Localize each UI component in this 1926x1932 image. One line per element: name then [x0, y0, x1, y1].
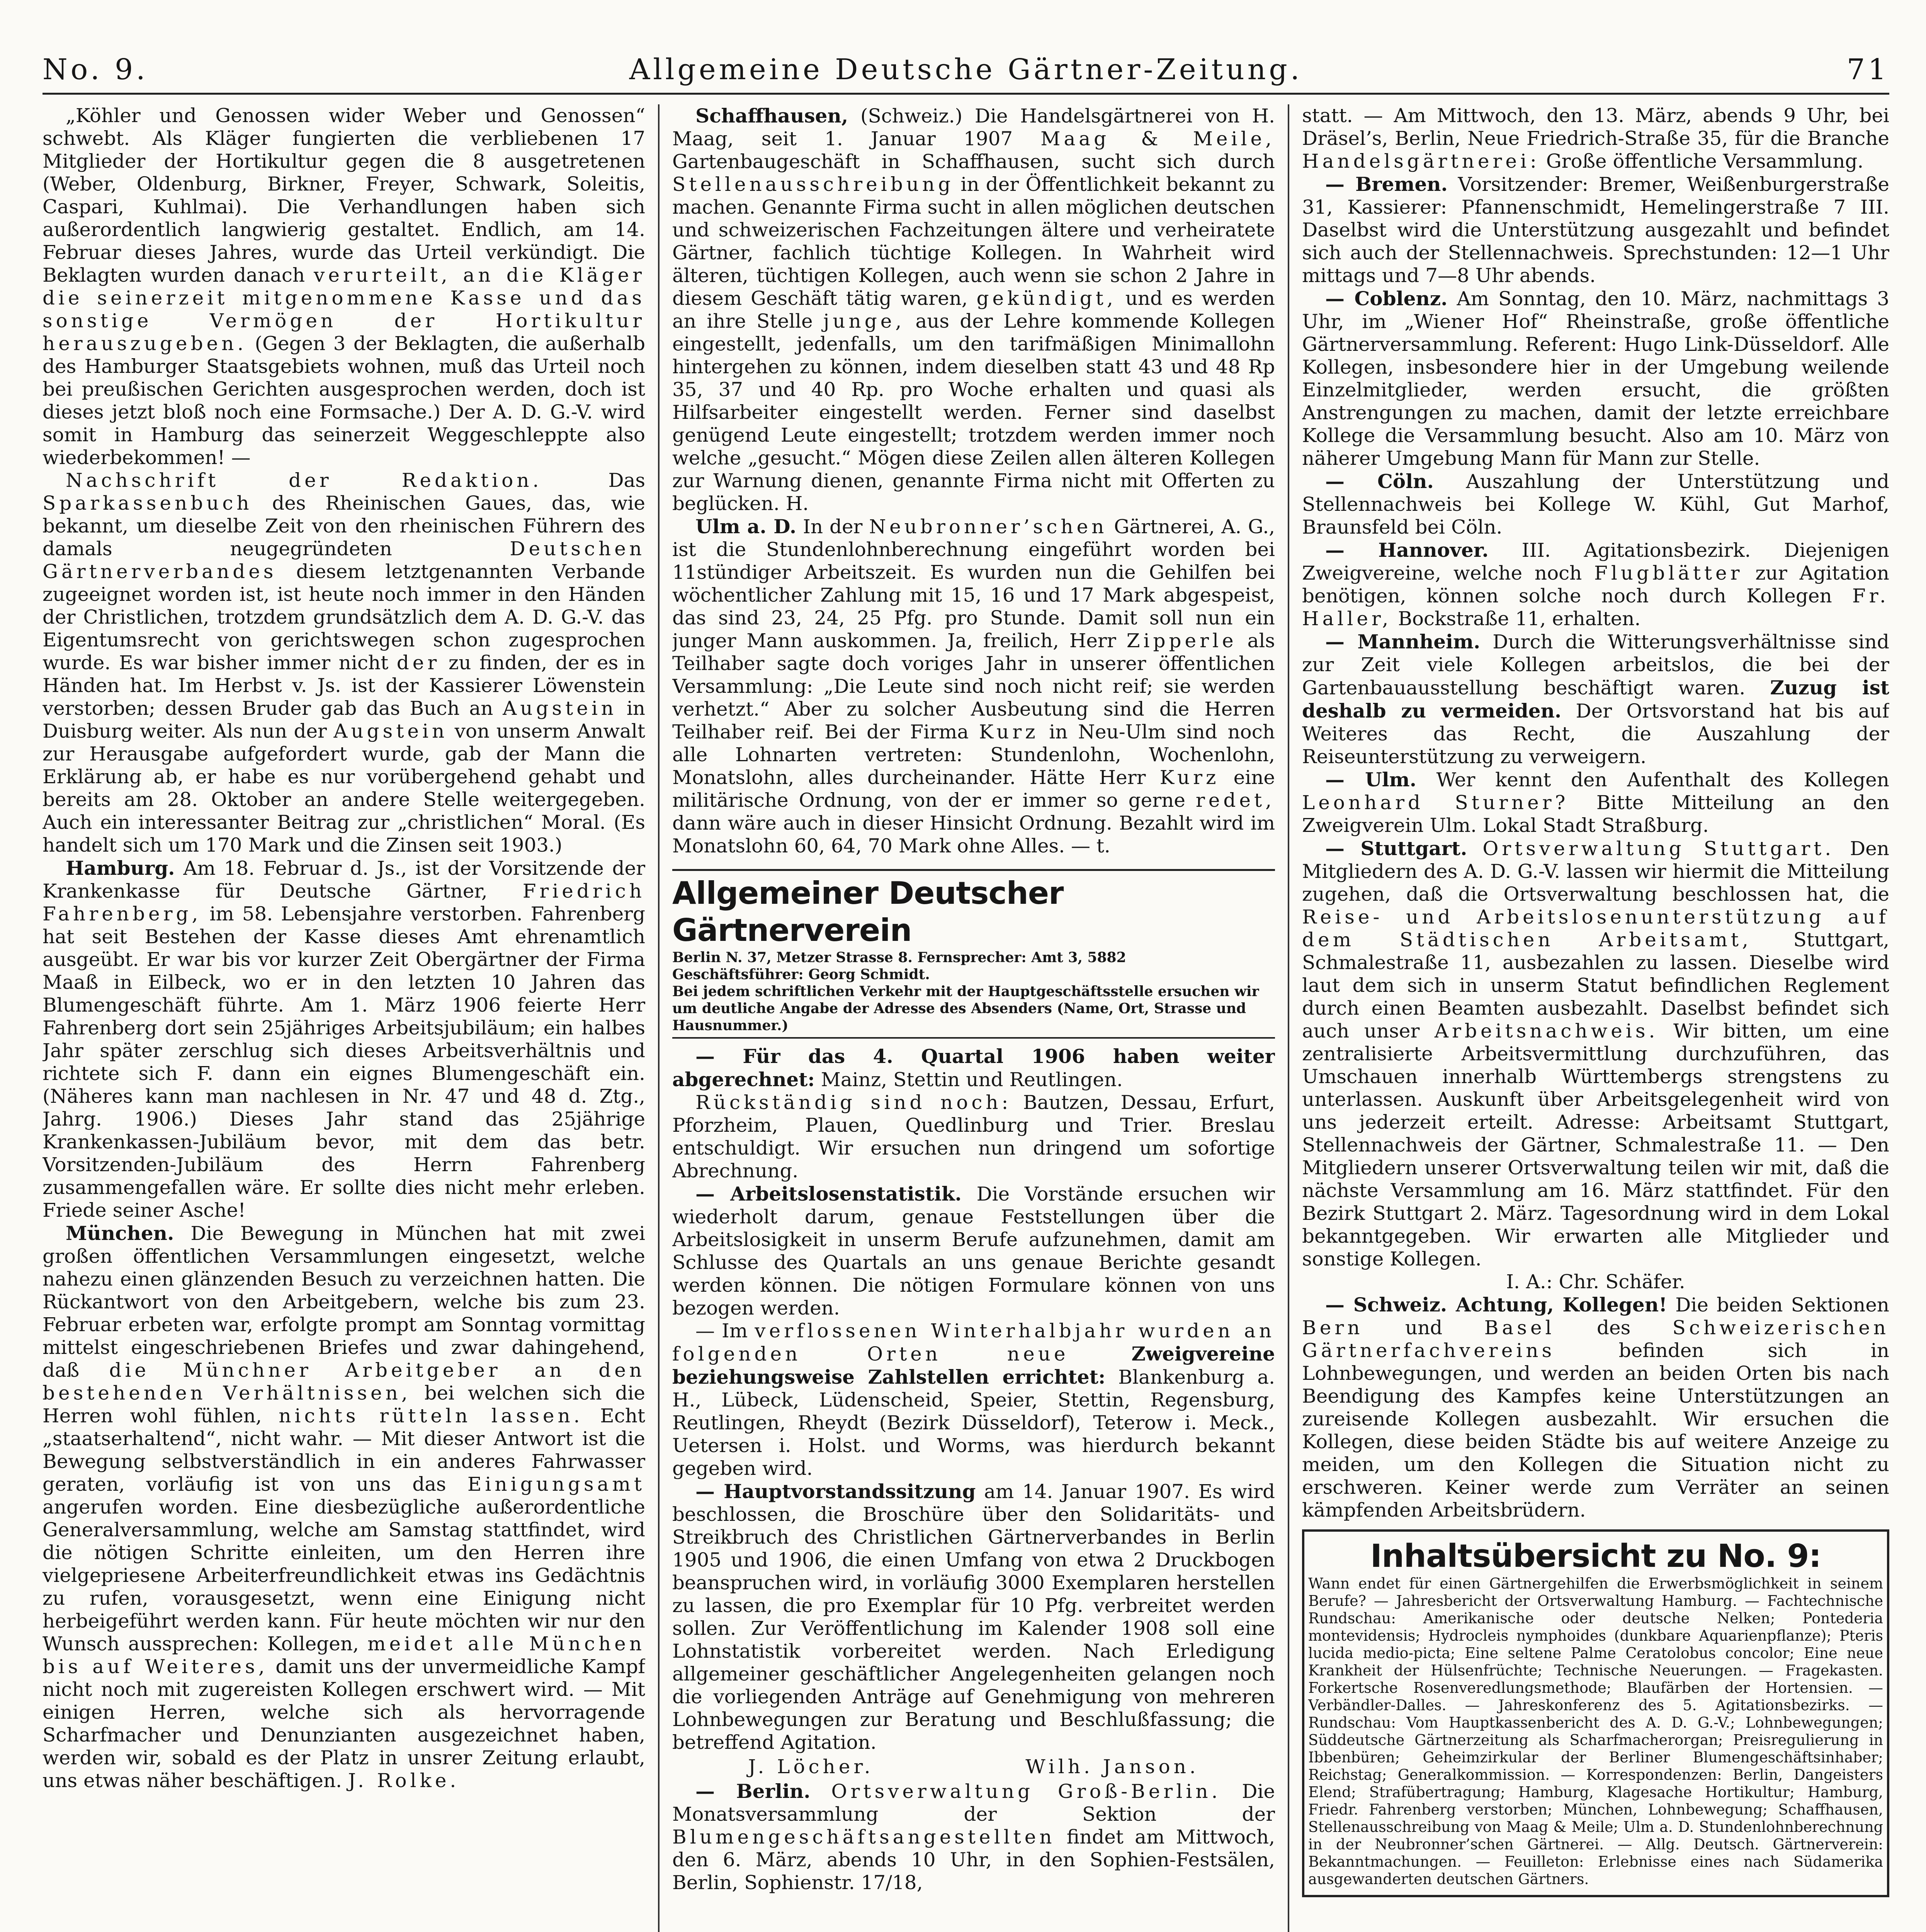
section-heading: — Stuttgart. [1325, 837, 1467, 860]
toc-text: Wann endet für einen Gärtnergehilfen die Erwerbsmöglichkeit in seinem Berufe? — Jahresbericht der Ortsverwaltung Hamburg. — Fachtechnische Rundschau: Amerikanische oder deutsche Nelken; Pontederia montevidensis; Hydrocleis nymphoides (dunkbare Aquarienpflanze); Pteris lucida medio-picta; Eine seltene Palme Ceratolobus concolor; Eine neue Krankheit der Hülsenfrüchte; Technische Neuerungen. — Fragekasten. Forkertsche Rosenveredlungsmethode; Blaufärben der Hortensien. — Verbändler-Dalles. — Jahreskonferenz des 5. Agitationsbezirks. — Rundschau: Vom Hauptkassenbericht des A. D. G.-V.; Lohnbewegungen; Süddeutsche Gärtnerzeitung als Scharfmacherorgan; Preisregulierung in Ibbenbüren; Geheimzirkular der Berliner Blumengeschäftsinhaber; Reichstag; Generalkommission. — Korrespondenzen: Berlin, Dangeisters Elend; Strafübertragung; Hamburg, Klagesache Hortikultur; Hamburg, Friedr. Fahrenberg verstorben; München, Lohnbewegung; Schaffhausen, Stellenausschreibung von Maag & Meile; Ulm a. D. Stundenlohnberechnung in der Neubronner’schen Gärtnerei. — Allg. Deutsch. Gärtnerverein: Bekanntmachungen. — Feuilleton: Erlebnisse eines nach Südamerika ausgewanderten deutschen Gärtners. [1308, 1575, 1883, 1888]
association-note: Bei jedem schriftlichen Verkehr mit der Hauptgeschäftsstelle ersuchen wir um deutliche Angabe der Adresse des Absenders (Name, Ort, Strasse und Hausnummer.) [672, 983, 1259, 1034]
article-hamburg: Hamburg. Am 18. Februar d. Js., ist der Vorsitzende der Krankenkasse für Deutsche Gärtner, Friedrich Fahrenberg, im 58. Lebensjahre verstorben. Fahrenberg hat seit Bestehen der Kasse dieses Amt ehrenamtlich ausgeübt. Er war bis vor kurzer Zeit Obergärtner der Firma Maaß in Eilbeck, wo er in den letzten 10 Jahren das Blumengeschäft führte. Am 1. März 1906 feierte Herr Fahrenberg dort sein 25jähriges Arbeitsjubiläum; ein halbes Jahr später zerschlug sich dieses Arbeitsverhältnis und richtete sich F. dann ein eignes Blumengeschäft ein. (Näheres kann man nachlesen in Nr. 47 und 48 d. Ztg., Jahrg. 1906.) Dieses Jahr stand das 25jährige Krankenkassen-Jubiläum bevor, mit dem das betr. Vorsitzenden-Jubiläum des Herrn Fahrenberg zusammengefallen wäre. Er sollte dies nicht mehr erleben. Friede seiner Asche! [42, 857, 645, 1221]
article-ulm: Ulm a. D. In der Neubronner’schen Gärtnerei, A. G., ist die Stundenlohnberechnung eingeführt worden bei 11stündiger Arbeitszeit. Es wurden nun die Gehilfen bei wöchentlicher Zahlung mit 15, 16 und 17 Mark abgespeist, das sind 23, 24, 25 Pfg. pro Stunde. Damit soll nun ein junger Mann auskommen. Ja, freilich, Herr Zipperle als Teilhaber sagte doch voriges Jahr in unserer öffentlichen Versammlung: „Die Leute sind noch nicht reif; sie werden verhetzt.“ Aber zu solcher Ausbeutung sind die Herren Teilhaber reif. Bei der Firma Kurz in Neu-Ulm sind noch alle Lohnarten vertreten: Stundenlohn, Wochenlohn, Monatslohn, alles durcheinander. Hätte Herr Kurz eine militärische Ordnung, von der er immer so gerne redet, dann wäre auch in dieser Hinsicht Ordnung. Bezahlt wird im Monatslohn 60, 64, 70 Mark ohne Alles. — t. [672, 515, 1275, 857]
notice-schweiz: — Schweiz. Achtung, Kollegen! Die beiden Sektionen Bern und Basel des Schweizerischen Gärtnerfachvereins befinden sich in Lohnbewegungen, und werden an beiden Orten bis nach Beendigung des Kampfes keine Unterstützungen an zureisende Kollegen ausbezahlt. Wir ersuchen die Kollegen, diese beiden Städte bis auf weitere Anzeige zu meiden, um den Kollegen die Situation nicht zu erschweren. Keiner werde zum Verräter an seinen kämpfenden Arbeitsbrüdern. [1302, 1293, 1889, 1521]
association-address: Berlin N. 37, Metzer Strasse 8. Fernsprecher: Amt 3, 5882 [672, 949, 1126, 966]
article-muenchen: München. Die Bewegung in München hat mit zwei großen öffentlichen Versammlungen eingesetzt, welche nahezu einen glänzenden Besuch zu verzeichnen hatten. Die Rückantwort von den Arbeitgebern, welche bis zum 23. Februar erbeten war, erfolgte prompt am Sonntag vormittag mittelst eingeschriebenen Briefes und zwar dahingehend, daß die Münchner Arbeitgeber an den bestehenden Verhältnissen, bei welchen sich die Herren wohl fühlen, nichts rütteln lassen. Echt „staatserhaltend“, nicht wahr. — Mit dieser Antwort ist die Bewegung selbstverständlich in ein anderes Fahrwasser geraten, vorläufig ist von uns das Einigungsamt angerufen worden. Eine diesbezügliche außerordentliche Generalversammlung, welche am Samstag stattfindet, wird die nötigen Schritte einleiten, um den Herren ihre vielgepriesene Arbeiterfreundlichkeit etwas ins Gedächtnis zu rufen, vorausgesetzt, wenn eine Einigung nicht herbeigeführt werden kann. Für heute möchten wir nur den Wunsch aussprechen: Kollegen, meidet alle München bis auf Weiteres, damit uns der unvermeidliche Kampf nicht noch mit zugereisten Kollegen erschwert wird. — Mit einigen Herren, welche sich als hervorragende Scharfmacher und Denunzianten ausgezeichnet haben, werden wir, sobald es der Platz in unsrer Zeitung erlaubt, uns etwas näher beschäftigen. J. Rolke. [42, 1222, 645, 1792]
notice-coblenz: — Coblenz. Am Sonntag, den 10. März, nachmittags 3 Uhr, im „Wiener Hof“ Rheinstraße, große öffentliche Gärtnerversammlung. Referent: Hugo Link-Düsseldorf. Alle Kollegen, insbesondere hier in der Umgebung weilende Einzelmitglieder, werden ersucht, die größten Anstrengungen zu machen, damit der letzte erreichbare Kollege die Versammlung besucht. Also am 10. März von näherer Umgebung Mann für Mann zur Stelle. [1302, 287, 1889, 469]
table-of-contents [1302, 1529, 1889, 1897]
issue-number: No. 9. [42, 53, 148, 86]
notice-coeln: — Cöln. Auszahlung der Unterstützung und Stellennachweis bei Kollege W. Kühl, Gut Marhof, Braunsfeld bei Cöln. [1302, 470, 1889, 538]
column-3 [1302, 104, 1889, 1932]
section-heading: — Schweiz. Achtung, Kollegen! [1325, 1293, 1668, 1316]
article-schaffhausen: Schaffhausen, (Schweiz.) Die Handelsgärtnerei von H. Maag, seit 1. Januar 1907 Maag & Meile, Gartenbaugeschäft in Schaffhausen, sucht sich durch Stellenausschreibung in der Öffentlichkeit bekannt zu machen. Genannte Firma sucht in allen möglichen deutschen und schweizerischen Fachzeitungen ältere und verheiratete Gärtner, fachlich tüchtige Kollegen. In Wahrheit wird älteren, tüchtigen Kollegen, auch wenn sie schon 2 Jahre in diesem Geschäft tätig waren, gekündigt, und es werden an ihre Stelle junge, aus der Lehre kommende Kollegen eingestellt, jedenfalls, um den tarifmäßigen Minimallohn hintergehen zu können, indem dieselben statt 43 und 48 Rp 35, 37 und 40 Rp. pro Woche erhalten und quasi als Hilfsarbeiter eingestellt werden. Ferner sind daselbst genügend Leute eingestellt; trotzdem werden immer noch welche „gesucht.“ Mögen diese Zeilen allen älteren Kollegen zur Warnung dienen, genannte Firma nicht mit Offerten zu beglücken. H. [672, 104, 1275, 515]
association-title: Allgemeiner Deutscher Gärtnerverein [672, 875, 1064, 948]
column-2 [672, 104, 1275, 1932]
signature: I. A.: Chr. Schäfer. [1506, 1270, 1685, 1293]
section-heading: — Hannover. [1325, 539, 1489, 561]
signatures [672, 1755, 1275, 1778]
signature: Wilh. Janson. [1025, 1755, 1199, 1778]
notice-bremen: — Bremen. Vorsitzender: Bremer, Weißenburgerstraße 31, Kassierer: Pfannenschmidt, Hemelingerstraße 7 III. Daselbst wird die Unterstützung ausgezahlt und befindet sich auch der Stellennachweis. Sprechstunden: 12—1 Uhr mittags und 7—8 Uhr abends. [1302, 173, 1889, 287]
section-heading: — Coblenz. [1325, 287, 1448, 310]
signature: J. Löcher. [748, 1755, 874, 1778]
article-hortikultur: „Köhler und Genossen wider Weber und Genossen“ schwebt. Als Kläger fungierten die verbliebenen 17 Mitglieder der Hortikultur gegen die 8 ausgetretenen (Weber, Oldenburg, Birkner, Freyer, Schwark, Soleitis, Caspari, Kuhlmai). Die Verhandlungen haben sich außerordentlich langwierig gestaltet. Endlich, am 14. Februar dieses Jahres, wurde das Urteil verkündigt. Die Beklagten wurden danach verurteilt, an die Kläger die seinerzeit mitgenommene Kasse und das sonstige Vermögen der Hortikultur herauszugeben. (Gegen 3 der Beklagten, die außerhalb des Hamburger Staatsgebiets wohnen, muß das Urteil noch bei preußischen Gerichten ausgesprochen werden, doch ist dieses jetzt bloß noch eine Formsache.) Der A. D. G.-V. wird somit in Hamburg das seinerzeit Weggeschleppte also wiederbekommen! — [42, 104, 645, 469]
association-manager: Geschäftsführer: Georg Schmidt. [672, 966, 930, 983]
masthead [42, 50, 1889, 95]
notice-rueckstaendig: Rückständig sind noch: Bautzen, Dessau, Erfurt, Pforzheim, Plauen, Quedlinburg und Trier. Breslau entschuldigt. Wir ersuchen nun dringend um sofortige Abrechnung. [672, 1091, 1275, 1182]
section-heading: — Für das 4. Quartal 1906 haben weiter abgerechnet: [672, 1045, 1275, 1091]
section-heading: — Cöln. [1325, 470, 1434, 493]
article-nachschrift: Nachschrift der Redaktion. Das Sparkassenbuch des Rheinischen Gaues, das, wie bekannt, um dieselbe Zeit von den rheinischen Führern des damals neugegründeten Deutschen Gärtnerverbandes diesem letztgenannten Verbande zugeeignet worden ist, ist heute noch immer in den Händen der Christlichen, trotzdem grundsätzlich dem A. D. G.-V. das Eigentumsrecht von gerichtswegen schon zugesprochen wurde. Es war bisher immer nicht der zu finden, der es in Händen hat. Im Herbst v. Js. ist der Kassierer Löwenstein verstorben; dessen Bruder gab das Buch an Augstein in Duisburg weiter. Als nun der Augstein von unserm Anwalt zur Herausgabe aufgefordert wurde, gab der Mann die Erklärung ab, er habe es nur vorübergehend gehabt und bereits am 28. Oktober an andere Stelle weitergegeben. Auch ein interessanter Beitrag zur „christlichen“ Moral. (Es handelt sich um 170 Mark und die Zinsen seit 1903.) [42, 469, 645, 856]
notice-stuttgart: — Stuttgart. Ortsverwaltung Stuttgart. Den Mitgliedern des A. D. G.-V. lassen wir hiermit die Mitteilung zugehen, daß die Ortsverwaltung beschlossen hat, die Reise- und Arbeitslosenunterstützung auf dem Städtischen Arbeitsamt, Stuttgart, Schmalestraße 11, ausbezahlen zu lassen. Dieselbe wird laut dem sich in unserm Statut befindlichen Reglement durch einen Beamten ausbezahlt. Daselbst befindet sich auch unser Arbeitsnachweis. Wir bitten, um eine zentralisierte Arbeitsvermittlung durchzuführen, das Umschauen innerhalb Württembergs strengstens zu unterlassen. Auskunft über Arbeitsgelegenheit wird von uns jederzeit erteilt. Adresse: Arbeitsamt Stuttgart, Stellennachweis der Gärtner, Schmalestraße 11. — Den Mitgliedern unserer Ortsverwaltung teilen wir mit, daß die nächste Versammlung am 16. März stattfindet. Für den Bezirk Stuttgart 2. März. Tagesordnung wird in dem Lokal bekanntgegeben. Wir erwarten alle Mitglieder und sonstige Kollegen. [1302, 837, 1889, 1270]
section-heading: — Hauptvorstandssitzung [695, 1480, 976, 1503]
notice-mannheim: — Mannheim. Durch die Witterungsverhältnisse sind zur Zeit viele Kollegen arbeitslos, die bei der Gartenbauausstellung beschäftigt waren. Zuzug ist deshalb zu vermeiden. Der Ortsvorstand hat bis auf Weiteres das Recht, die Auszahlung der Reiseunterstützung zu verweigern. [1302, 630, 1889, 768]
section-heading: — Berlin. [695, 1780, 811, 1803]
column-divider [1288, 104, 1289, 1932]
column-divider [658, 104, 660, 1932]
section-heading: — Arbeitslosenstatistik. [695, 1182, 962, 1205]
newspaper-title: Allgemeine Deutsche Gärtner-Zeitung. [629, 53, 1303, 86]
signature: — t. [1071, 835, 1110, 857]
section-heading: — Bremen. [1325, 173, 1448, 196]
notice-hauptvorstandssitzung: — Hauptvorstandssitzung am 14. Januar 1907. Es wird beschlossen, die Broschüre über den Solidaritäts- und Streikbruch des Christlichen Gärtnerverbandes in Berlin 1905 und 1906, die einen Umfang von etwa 2 Druckbogen beanspruchen wird, in vorläufig 3000 Exemplaren herstellen zu lassen, die pro Exemplar für 10 Pfg. verbreitet werden sollen. Zur Veröffentlichung im Kalender 1908 soll eine Lohnstatistik vorbereitet werden. Nach Erledigung allgemeiner geschäftlicher Angelegenheiten gelangen noch die vorliegenden Anträge auf Genehmigung von mehreren Lohnbewegungen zur Beratung und Beschlußfassung; die betreffend Agitation. [672, 1480, 1275, 1753]
notice-berlin-continued: statt. — Am Mittwoch, den 13. März, abends 9 Uhr, bei Dräsel’s, Berlin, Neue Friedrich-Straße 35, für die Branche Handelsgärtnerei: Große öffentliche Versammlung. [1302, 104, 1889, 172]
page-number: 71 [1846, 53, 1889, 86]
column-1 [42, 104, 645, 1932]
toc-title: Inhaltsübersicht zu No. 9: [1370, 1538, 1821, 1575]
section-heading: Ulm a. D. [695, 515, 797, 538]
signature: H. [785, 492, 809, 515]
signature: J. Rolke. [348, 1769, 460, 1792]
notice-arbeitslosenstatistik: — Arbeitslosenstatistik. Die Vorstände ersuchen wir wiederholt darum, genaue Feststellungen über die Arbeitslosigkeit in unserm Berufe aufzunehmen, damit am Schlusse des Quartals an uns genaue Berichte gesandt werden können. Die nötigen Formulare können von uns bezogen werden. [672, 1182, 1275, 1319]
notice-winterhalbjahr: — Im verflossenen Winterhalbjahr wurden an folgenden Orten neue Zweigvereine beziehungsweise Zahlstellen errichtet: Blankenburg a. H., Lübeck, Lüdenscheid, Speier, Stettin, Regensburg, Reutlingen, Rheydt (Bezirk Düsseldorf), Teterow i. Meck., Uetersen i. Holst. und Worms, was hierdurch bekannt gegeben wird. [672, 1320, 1275, 1480]
section-heading: Schaffhausen, [695, 104, 848, 127]
section-heading: — Mannheim. [1325, 630, 1481, 653]
section-heading: Hamburg. [66, 857, 175, 879]
notice-berlin: — Berlin. Ortsverwaltung Groß-Berlin. Die Monatsversammlung der Sektion der Blumengeschäftsangestellten findet am Mittwoch, den 6. März, abends 10 Uhr, in den Sophien-Festsälen, Berlin, Sophienstr. 17/18, [672, 1780, 1275, 1894]
notice-hannover: — Hannover. III. Agitationsbezirk. Diejenigen Zweigvereine, welche noch Flugblätter zur Agitation benötigen, können solche noch durch Kollegen Fr. Haller, Bockstraße 11, erhalten. [1302, 539, 1889, 630]
association-header [672, 869, 1275, 1039]
notice-quartal: — Für das 4. Quartal 1906 haben weiter abgerechnet: Mainz, Stettin und Reutlingen. [672, 1045, 1275, 1091]
section-heading: — Ulm. [1325, 768, 1416, 791]
section-heading: München. [66, 1222, 174, 1245]
notice-ulm: — Ulm. Wer kennt den Aufenthalt des Kollegen Leonhard Sturner? Bitte Mitteilung an den Zweigverein Ulm. Lokal Stadt Straßburg. [1302, 768, 1889, 837]
